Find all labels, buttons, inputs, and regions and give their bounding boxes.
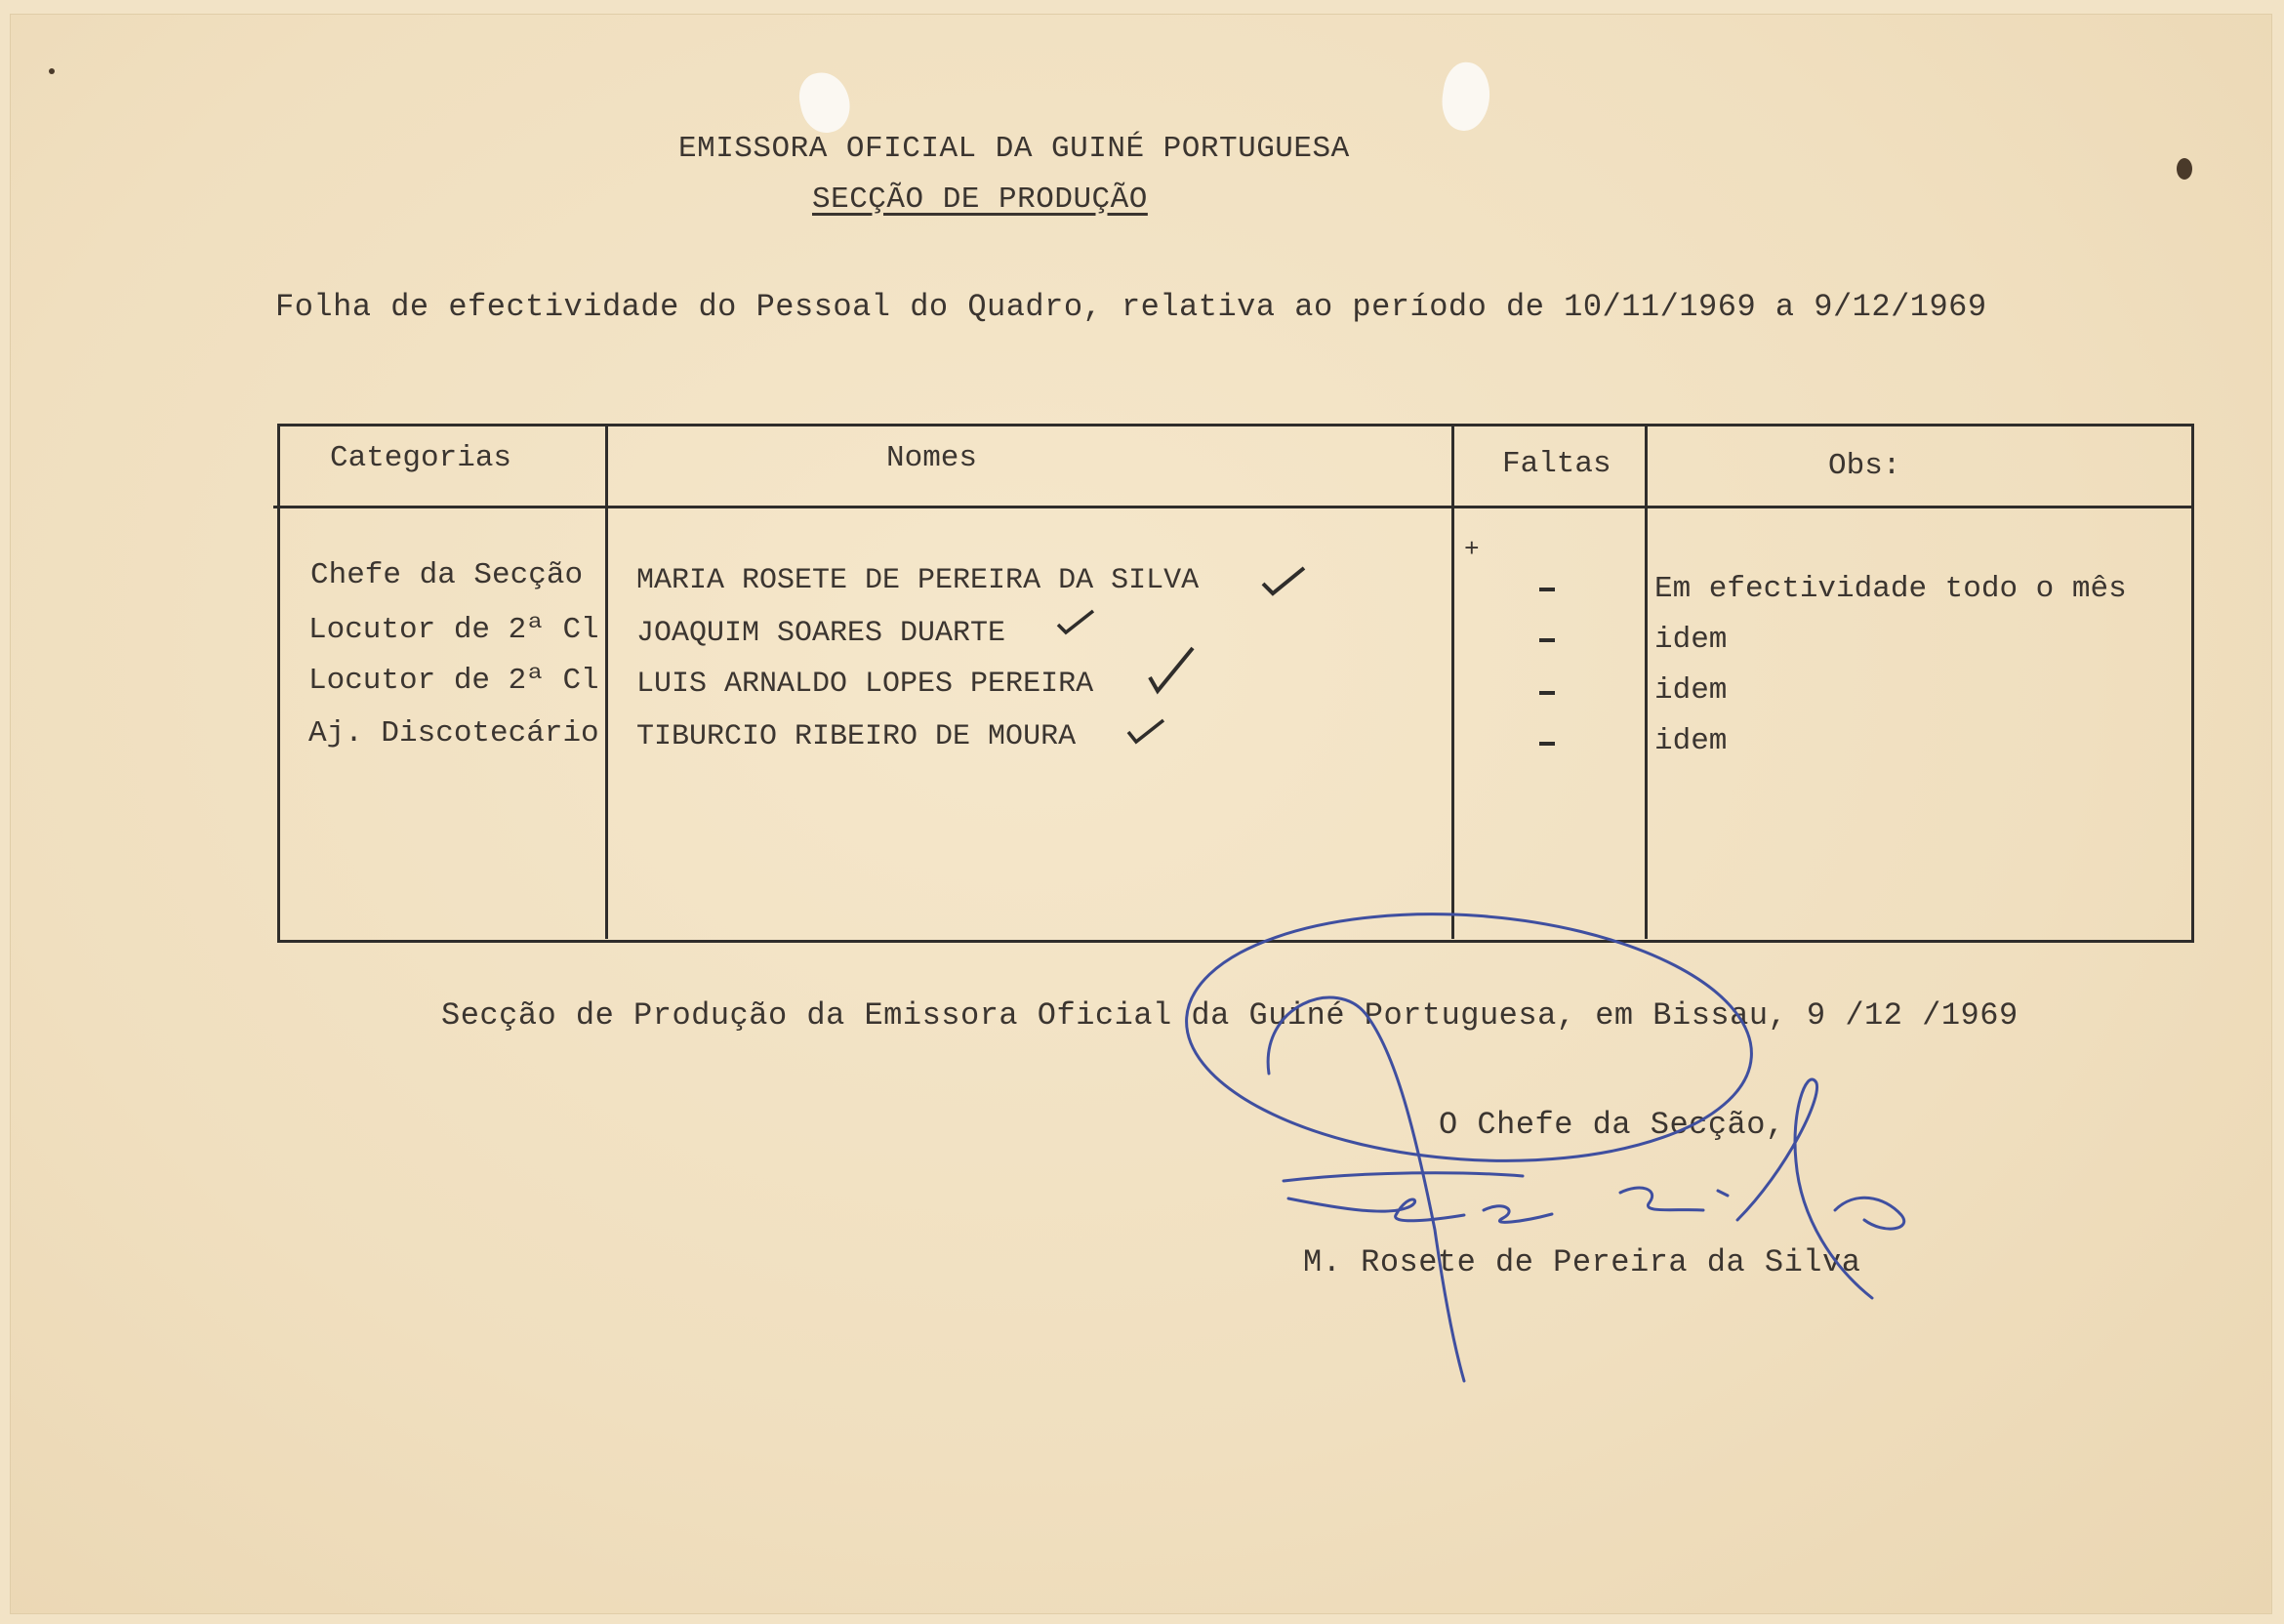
- header-obs: Obs:: [1828, 449, 1901, 483]
- column-divider: [1645, 426, 1648, 939]
- header-faltas: Faltas: [1502, 447, 1611, 481]
- punch-hole: [795, 67, 855, 137]
- table-row-categoria: Chefe da Secção: [310, 558, 584, 592]
- institution-heading: EMISSORA OFICIAL DA GUINÉ PORTUGUESA: [678, 132, 1350, 166]
- table-header-divider: [273, 506, 2192, 508]
- plus-mark: +: [1464, 535, 1480, 564]
- section-heading: SECÇÃO DE PRODUÇÃO: [812, 183, 1148, 217]
- check-mark-icon: [1124, 716, 1167, 746]
- table-row-nome: MARIA ROSETE DE PEREIRA DA SILVA: [636, 564, 1200, 597]
- table-row-categoria: Locutor de 2ª Cl: [308, 613, 599, 647]
- table-row-nome: LUIS ARNALDO LOPES PEREIRA: [636, 668, 1094, 701]
- footer-place-date: Secção de Produção da Emissora Oficial da Guiné Portuguesa, em Bissau, 9 /12 /1969: [441, 997, 2019, 1034]
- stain-spot: [49, 68, 55, 74]
- table-row-nome: JOAQUIM SOARES DUARTE: [636, 617, 1006, 650]
- table-row-faltas: [1539, 638, 1555, 642]
- check-mark-icon: [1259, 564, 1308, 597]
- table-row-obs: idem: [1654, 673, 1728, 708]
- table-row-obs: idem: [1654, 623, 1728, 657]
- table-row-faltas: [1539, 742, 1555, 746]
- table-row-obs: idem: [1654, 724, 1728, 758]
- table-row-faltas: [1539, 588, 1555, 591]
- table-row-categoria: Locutor de 2ª Cl: [308, 664, 599, 698]
- table-row-obs: Em efectividade todo o mês: [1654, 572, 2127, 606]
- signature-title: O Chefe da Secção,: [1439, 1107, 1785, 1143]
- header-categorias: Categorias: [330, 441, 512, 475]
- header-nomes: Nomes: [886, 441, 978, 475]
- table-row-categoria: Aj. Discotecário: [308, 716, 599, 751]
- intro-line: Folha de efectividade do Pessoal do Quadro, relativa ao período de 10/11/1969 a 9/12/1969: [275, 289, 1987, 325]
- check-mark-icon: [1144, 644, 1199, 695]
- check-mark-icon: [1054, 607, 1097, 638]
- column-divider: [1451, 426, 1454, 939]
- column-divider: [605, 426, 608, 939]
- stain-spot: [2177, 158, 2192, 180]
- punch-hole: [1438, 60, 1493, 134]
- signature-name: M. Rosete de Pereira da Silva: [1303, 1244, 1861, 1280]
- table-row-nome: TIBURCIO RIBEIRO DE MOURA: [636, 720, 1077, 753]
- table-row-faltas: [1539, 691, 1555, 695]
